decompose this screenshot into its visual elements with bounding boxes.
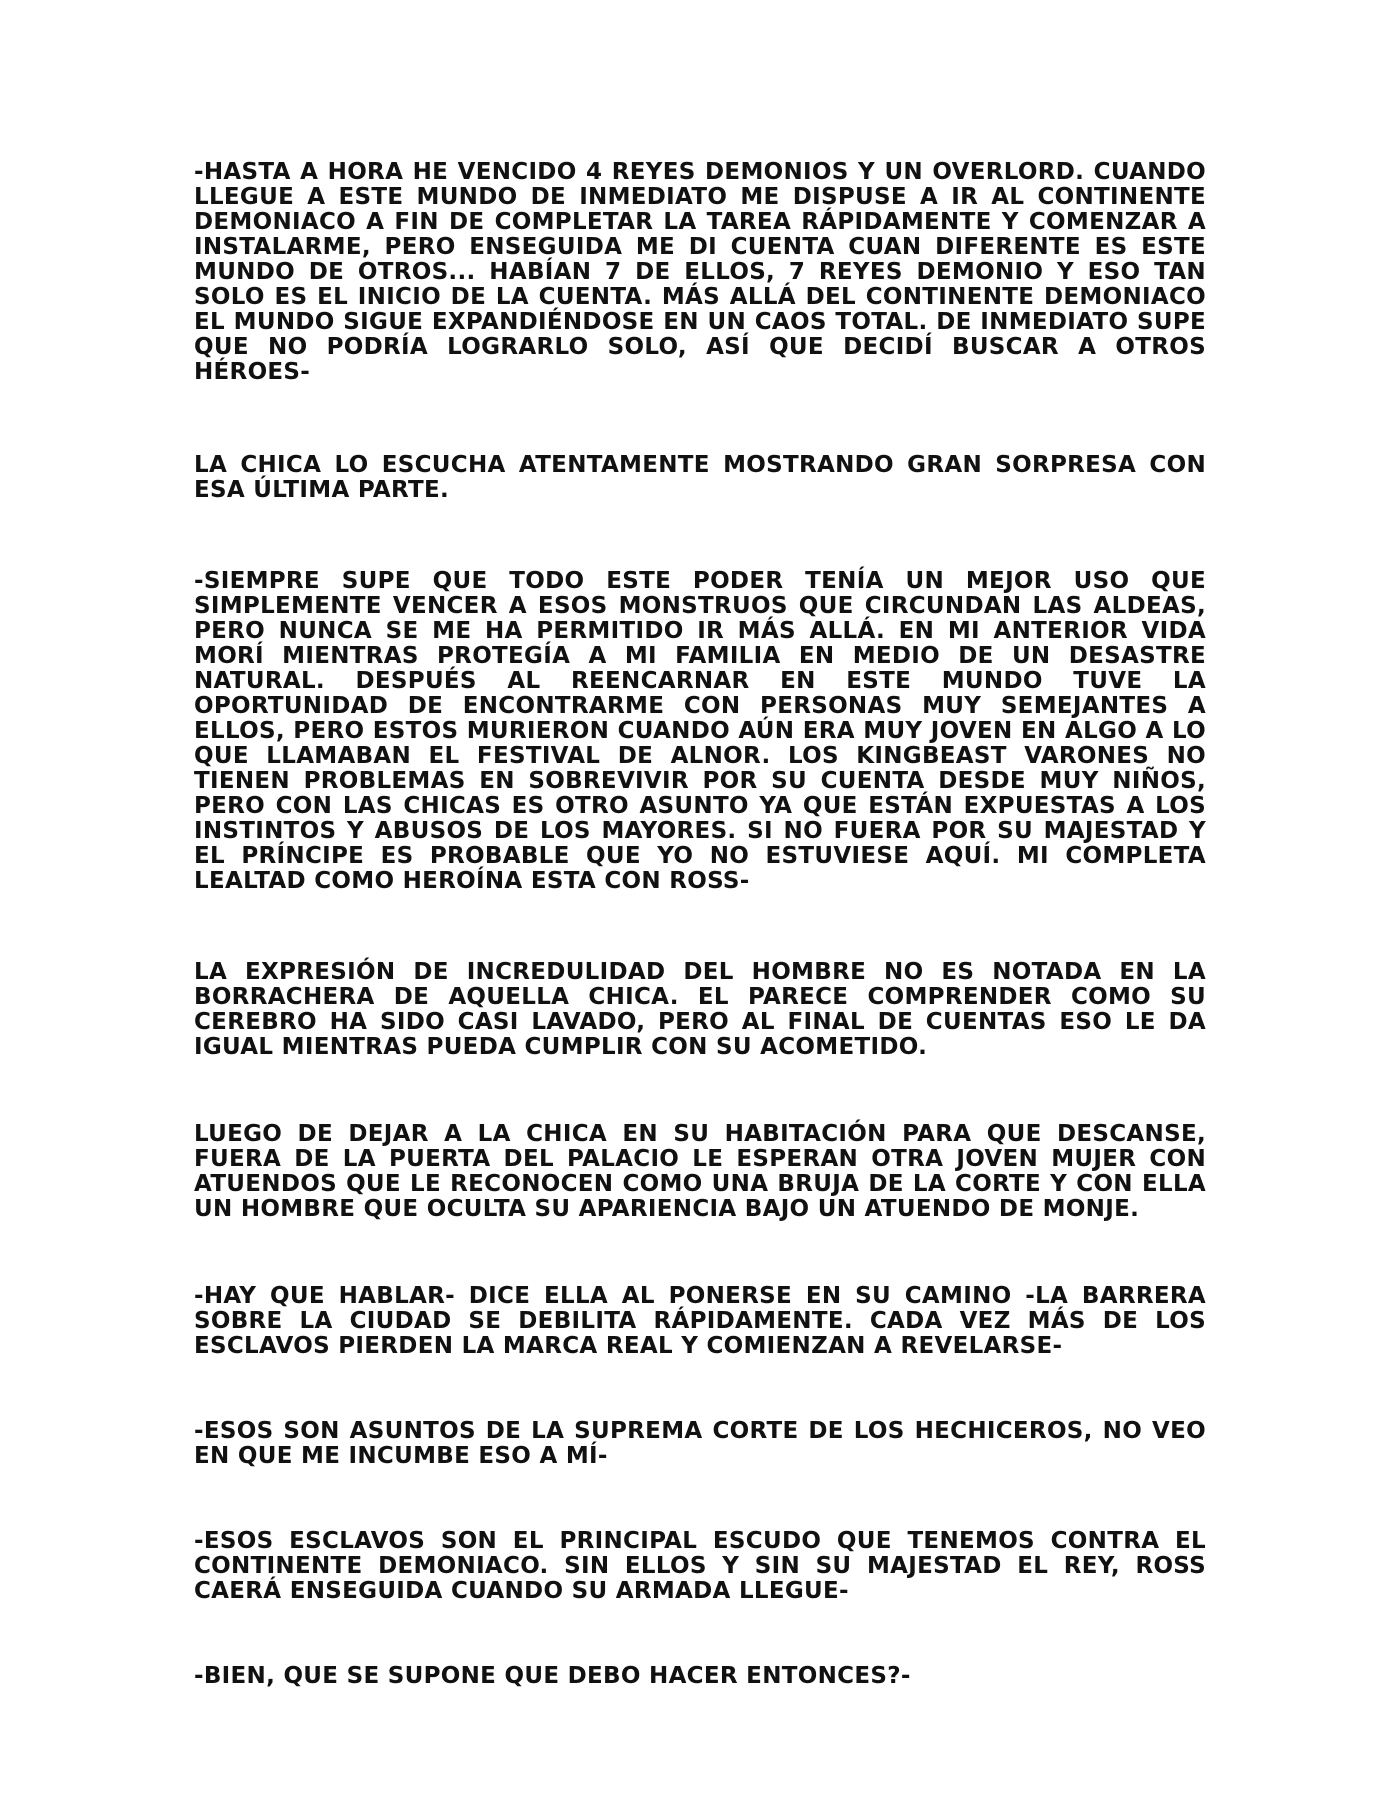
paragraph-8: -ESOS ESCLAVOS SON EL PRINCIPAL ESCUDO QUE TENEMOS CONTRA EL CONTINENTE DEMONIACO. SIN ELLOS Y SIN SU MAJESTAD EL REY, ROSS CAERÁ ENSEGUIDA CUANDO SU ARMADA LLEGUE- bbox=[194, 1528, 1206, 1604]
document-body bbox=[194, 160, 1206, 1689]
paragraph-2: LA CHICA LO ESCUCHA ATENTAMENTE MOSTRANDO GRAN SORPRESA CON ESA ÚLTIMA PARTE. bbox=[194, 452, 1206, 503]
paragraph-7: -ESOS SON ASUNTOS DE LA SUPREMA CORTE DE LOS HECHICEROS, NO VEO EN QUE ME INCUMBE ESO A MÍ- bbox=[194, 1418, 1206, 1469]
paragraph-6: -HAY QUE HABLAR- DICE ELLA AL PONERSE EN SU CAMINO -LA BARRERA SOBRE LA CIUDAD SE DEBILITA RÁPIDAMENTE. CADA VEZ MÁS DE LOS ESCLAVOS PIERDEN LA MARCA REAL Y COMIENZAN A REVELARSE- bbox=[194, 1283, 1206, 1359]
paragraph-9: -BIEN, QUE SE SUPONE QUE DEBO HACER ENTONCES?- bbox=[194, 1663, 911, 1689]
paragraph-3: -SIEMPRE SUPE QUE TODO ESTE PODER TENÍA UN MEJOR USO QUE SIMPLEMENTE VENCER A ESOS MONSTRUOS QUE CIRCUNDAN LAS ALDEAS, PERO NUNCA SE ME HA PERMITIDO IR MÁS ALLÁ. EN MI ANTERIOR VIDA MORÍ MIENTRAS PROTEGÍA A MI FAMILIA EN MEDIO DE UN DESASTRE NATURAL. DESPUÉS AL REENCARNAR EN ESTE MUNDO TUVE LA OPORTUNIDAD DE ENCONTRARME CON PERSONAS MUY SEMEJANTES A ELLOS, PERO ESTOS MURIERON CUANDO AÚN ERA MUY JOVEN EN ALGO A LO QUE LLAMABAN EL FESTIVAL DE ALNOR. LOS KINGBEAST VARONES NO TIENEN PROBLEMAS EN SOBREVIVIR POR SU CUENTA DESDE MUY NIÑOS, PERO CON LAS CHICAS ES OTRO ASUNTO YA QUE ESTÁN EXPUESTAS A LOS INSTINTOS Y ABUSOS DE LOS MAYORES. SI NO FUERA POR SU MAJESTAD Y EL PRÍNCIPE ES PROBABLE QUE YO NO ESTUVIESE AQUÍ. MI COMPLETA LEALTAD COMO HEROÍNA ESTA CON ROSS- bbox=[194, 568, 1206, 894]
paragraph-1: -HASTA A HORA HE VENCIDO 4 REYES DEMONIOS Y UN OVERLORD. CUANDO LLEGUE A ESTE MUNDO DE INMEDIATO ME DISPUSE A IR AL CONTINENTE DEMONIACO A FIN DE COMPLETAR LA TAREA RÁPIDAMENTE Y COMENZAR A INSTALARME, PERO ENSEGUIDA ME DI CUENTA CUAN DIFERENTE ES ESTE MUNDO DE OTROS... HABÍAN 7 DE ELLOS, 7 REYES DEMONIO Y ESO TAN SOLO ES EL INICIO DE LA CUENTA. MÁS ALLÁ DEL CONTINENTE DEMONIACO EL MUNDO SIGUE EXPANDIÉNDOSE EN UN CAOS TOTAL. DE INMEDIATO SUPE QUE NO PODRÍA LOGRARLO SOLO, ASÍ QUE DECIDÍ BUSCAR A OTROS HÉROES- bbox=[194, 159, 1206, 385]
paragraph-5: LUEGO DE DEJAR A LA CHICA EN SU HABITACIÓN PARA QUE DESCANSE, FUERA DE LA PUERTA DEL PALACIO LE ESPERAN OTRA JOVEN MUJER CON ATUENDOS QUE LE RECONOCEN COMO UNA BRUJA DE LA CORTE Y CON ELLA UN HOMBRE QUE OCULTA SU APARIENCIA BAJO UN ATUENDO DE MONJE. bbox=[194, 1121, 1206, 1222]
paragraph-4: LA EXPRESIÓN DE INCREDULIDAD DEL HOMBRE NO ES NOTADA EN LA BORRACHERA DE AQUELLA CHICA. EL PARECE COMPRENDER COMO SU CEREBRO HA SIDO CASI LAVADO, PERO AL FINAL DE CUENTAS ESO LE DA IGUAL MIENTRAS PUEDA CUMPLIR CON SU ACOMETIDO. bbox=[194, 959, 1206, 1060]
